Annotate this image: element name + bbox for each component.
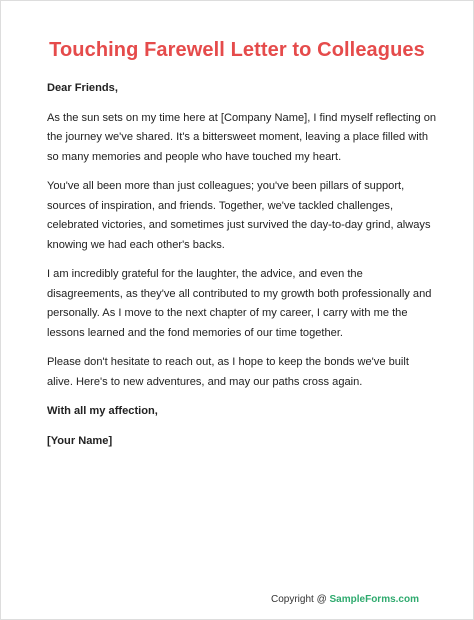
- closing: With all my affection,: [47, 405, 158, 417]
- paragraph-2: You've all been more than just colleagues; you've been pillars of support, sources of inspiration, and friends. Together, we've tackled challenges, celebrated victories, and sometimes just survived the day-to-day grind, always knowing we had each other's backs.: [47, 180, 431, 251]
- paragraph-1: As the sun sets on my time here at [Company Name], I find myself reflecting on the journey we've shared. It's a bittersweet moment, leaving a place filled with so many memories and people who have touched my heart.: [47, 111, 437, 163]
- salutation: Dear Friends,: [47, 82, 118, 94]
- signature: [Your Name]: [47, 434, 113, 447]
- letter-body: [47, 79, 437, 461]
- paragraph-3: I am incredibly grateful for the laughter, the advice, and even the disagreements, as they've all contributed to my growth both professionally and personally. As I move to the next chapter of my career, I carry with me the lessons learned and the fond memories of our time together.: [47, 268, 432, 339]
- brand-link[interactable]: SampleForms.com: [329, 594, 419, 605]
- copyright-prefix: Copyright @: [271, 594, 330, 605]
- paragraph-4: Please don't hesitate to reach out, as I hope to keep the bonds we've built alive. Here's to new adventures, and may our paths cross again.: [47, 356, 409, 388]
- copyright-footer: [271, 594, 419, 605]
- page-title: Touching Farewell Letter to Colleagues: [49, 39, 425, 61]
